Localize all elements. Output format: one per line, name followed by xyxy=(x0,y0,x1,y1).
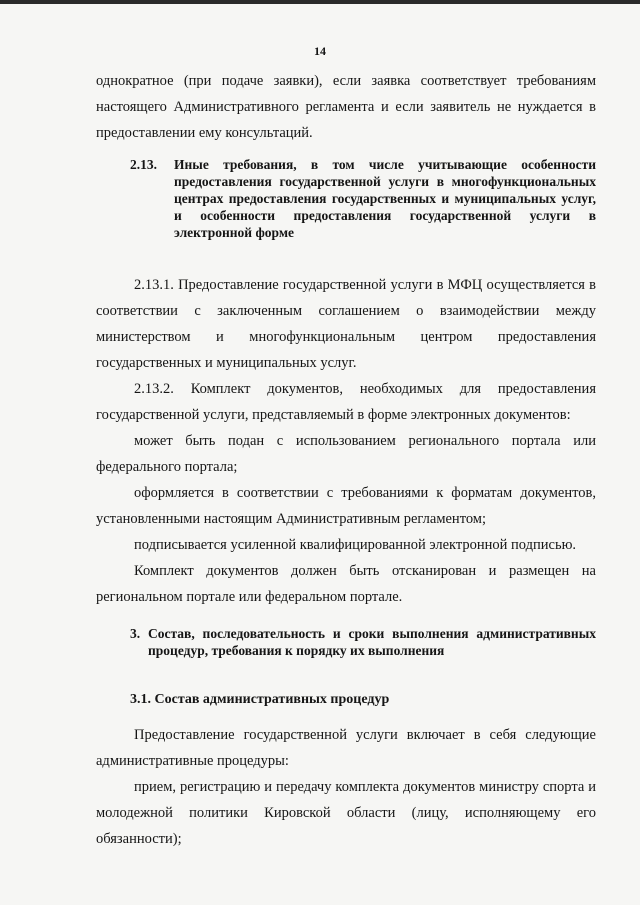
section-2-13-title: Иные требования, в том числе учитывающие особенности предоставления государственной услуги в многофункциональных центрах предоставления государственных и муниципальных услуг, и особенности предоставления государственной услуги в электронной форме xyxy=(174,157,596,240)
paragraph-3-1-item-a: прием, регистрацию и передачу комплекта документов министру спорта и молодежной политики Кировской области (лицу, исполняющему его обязанности); xyxy=(96,779,596,847)
paragraph-2-13-2-item-b: оформляется в соответствии с требованиями к форматам документов, установленными настоящим Административным регламентом; xyxy=(96,485,596,527)
page-number: 14 xyxy=(314,44,326,58)
section-3-number: 3. xyxy=(130,626,141,641)
paragraph-3-1-intro: Предоставление государственной услуги включает в себя следующие административные процедуры: xyxy=(96,727,596,769)
paragraph-2-13-2-item-d: Комплект документов должен быть отсканирован и размещен на региональном портале или федеральном портале. xyxy=(96,563,596,605)
section-3-title: Состав, последовательность и сроки выполнения административных процедур, требования к порядку их выполнения xyxy=(148,626,596,658)
section-3-1-heading: 3.1. Состав административных процедур xyxy=(130,692,390,707)
paragraph-2-13-1: 2.13.1. Предоставление государственной услуги в МФЦ осуществляется в соответствии с заключенным соглашением о взаимодействии между министерством и многофункциональным центром предоставления государственных и муниципальных услуг. xyxy=(96,277,596,371)
paragraph-continuation: однократное (при подаче заявки), если заявка соответствует требованиям настоящего Административного регламента и если заявитель не нуждается в предоставлении ему консультаций. xyxy=(96,73,596,141)
paragraph-2-13-2-item-a: может быть подан с использованием регионального портала или федерального портала; xyxy=(96,433,596,475)
paragraph-2-13-2-intro: 2.13.2. Комплект документов, необходимых для предоставления государственной услуги, представляемый в форме электронных документов: xyxy=(96,381,596,423)
section-3-heading xyxy=(130,625,596,659)
section-2-13-heading xyxy=(130,156,596,241)
section-2-13-number: 2.13. xyxy=(130,157,157,172)
paragraph-2-13-2-item-c: подписывается усиленной квалифицированной электронной подписью. xyxy=(134,537,577,553)
top-border-line xyxy=(0,0,640,4)
